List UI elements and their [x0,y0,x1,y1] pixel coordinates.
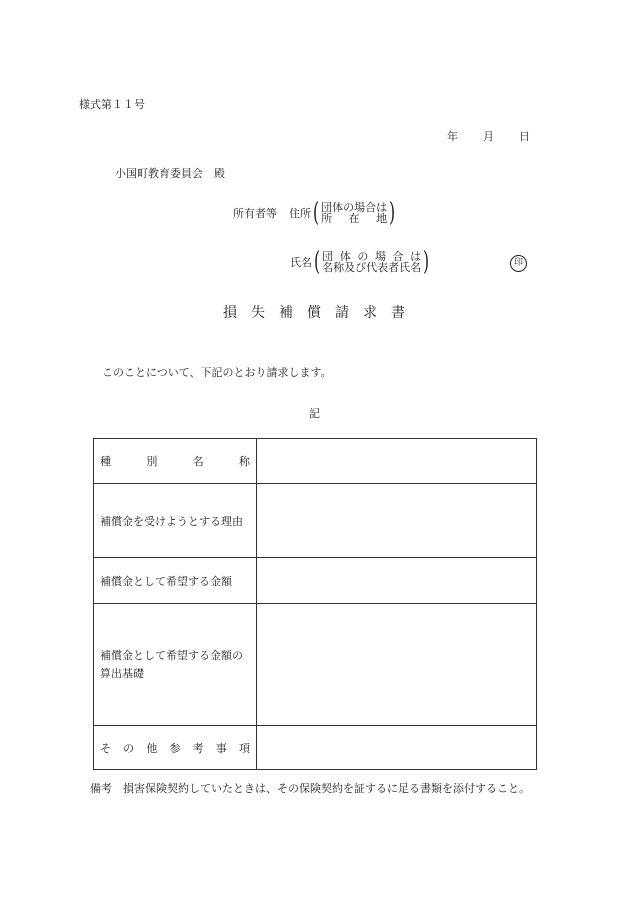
label-line: 算出基礎 [100,666,144,680]
name-note-line2: 名称及び代表者氏名 [322,261,422,274]
row-label-calculation-basis [94,604,257,726]
table-row [94,439,537,484]
address-note-line1: 団体の場合は [321,201,388,214]
address-note-char: 在 [348,212,360,225]
label-char: 種 [100,455,111,468]
value-calculation-basis[interactable] [257,604,537,726]
row-label-amount: 補償金として希望する金額 [94,558,257,604]
claim-table [93,438,537,770]
address-note-char: 所 [321,212,333,225]
name-label: 氏名 [290,256,312,269]
close-paren: ) [389,198,396,228]
address-note [311,200,397,226]
value-type-name[interactable] [257,439,537,484]
label-char: 名 [192,455,204,468]
owner-address-row [233,200,397,226]
row-label-reason: 補償金を受けようとする理由 [94,484,257,558]
label-line: 補償金として希望する金額の [100,648,243,662]
open-paren: ( [314,247,321,277]
name-note-char: 場 [374,250,386,263]
open-paren: ( [313,198,320,228]
owner-label: 所有者等 [233,207,277,220]
table-row [94,604,537,726]
row-label-other-notes [94,726,257,770]
address-note-char: 地 [376,212,388,225]
row-label-type-name [94,439,257,484]
value-reason[interactable] [257,484,537,558]
value-other-notes[interactable] [257,726,537,770]
document-title: 損失補償請求書 [223,305,419,321]
seal-mark: 印 [510,255,527,272]
address-note-line2 [321,213,387,224]
name-note-char: は [410,250,422,263]
label-char: の [123,741,135,755]
label-char: 他 [146,741,158,755]
ki-heading: 記 [309,407,320,420]
label-char: 考 [192,741,204,755]
date-year: 年 [447,130,458,143]
intro-text: このことについて、下記のとおり請求します。 [102,366,332,379]
label-char: 称 [238,455,250,468]
date-month: 月 [483,130,494,143]
label-char: 参 [169,741,181,755]
date-day: 日 [519,130,530,143]
name-note-char: 合 [392,250,404,263]
label-char: 別 [146,455,158,468]
name-note-char: 団 [322,250,334,263]
close-paren: ) [423,247,430,277]
table-row [94,726,537,770]
label-char: 事 [215,741,227,755]
label-char: 項 [238,741,250,755]
addressee: 小国町教育委員会 殿 [115,167,225,180]
table-row [94,558,537,604]
name-note [312,249,431,275]
name-row [290,249,431,275]
name-note-char: の [357,250,369,263]
name-note-char: 体 [339,250,351,263]
remarks-note: 備考 損害保険契約していたときは、その保険契約を証するに足る書類を添付すること。 [90,782,530,795]
label-char: そ [100,741,111,755]
value-amount[interactable] [257,558,537,604]
address-label: 住所 [289,207,311,220]
table-row [94,484,537,558]
form-number: 様式第１１号 [79,98,145,111]
